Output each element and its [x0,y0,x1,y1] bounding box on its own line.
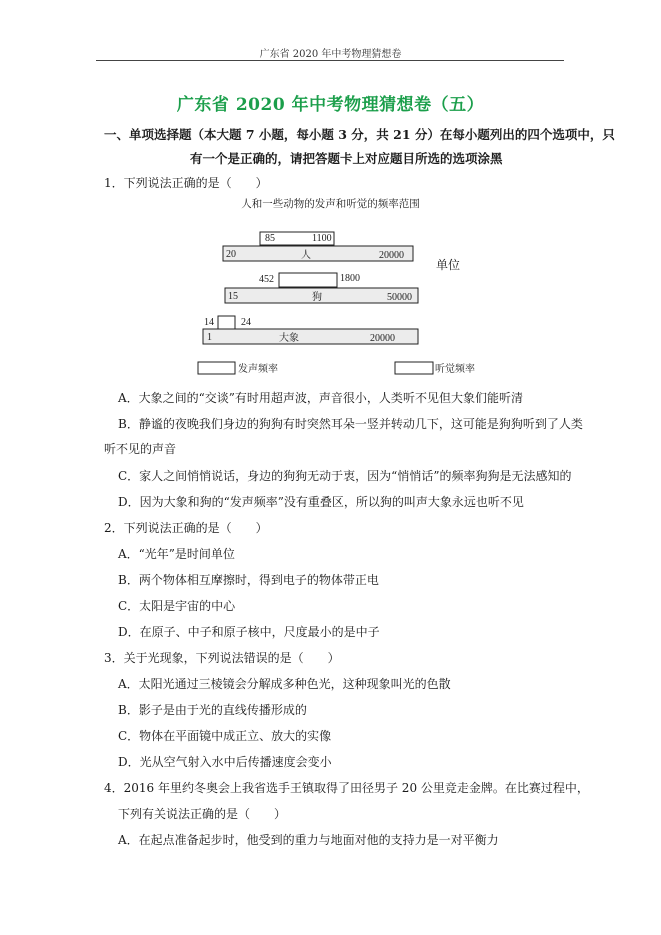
dog-sound-bar [279,273,337,287]
question-4-stem-cont: 下列有关说法正确的是（ ） [118,807,287,821]
question-4-stem: 4．2016 年里约冬奥会上我省选手王镇取得了田径男子 20 公里竞走金牌。在比赛过程中， [104,781,589,795]
human-sound-min: 85 [265,233,275,244]
elephant-sound-bar [218,316,235,329]
page-header: 广东省 2020 年中考物理猜想卷 [259,49,402,60]
question-2-stem: 2．下列说法正确的是（ ） [104,521,268,535]
question-3-option-c: C．物体在平面镜中成正立、放大的实像 [118,729,332,743]
dog-label: 狗 [312,292,322,303]
figure-unit-label: 单位 [436,258,461,272]
question-1-option-b-cont: 听不见的声音 [104,442,177,456]
legend-hearing-label: 听觉频率 [435,364,475,375]
figure-title: 人和一些动物的发声和听觉的频率范围 [241,198,420,210]
dog-hearing-max: 50000 [387,292,412,303]
dog-sound-min: 452 [259,274,274,285]
dog-hearing-min: 15 [228,291,238,302]
exam-title: 广东省 2020 年中考物理猜想卷（五） [176,95,485,115]
section-instruction-line2: 有一个是正确的，请把答题卡上对应题目所选的选项涂黑 [190,151,503,166]
dog-sound-max: 1800 [340,273,360,284]
elephant-sound-max: 24 [241,317,251,328]
human-sound-max: 1100 [312,233,332,244]
elephant-hearing-min: 1 [207,332,212,343]
frequency-range-figure [190,225,490,375]
question-3-stem: 3．关于光现象，下列说法错误的是（ ） [104,651,340,665]
human-label: 人 [301,250,311,261]
legend-sound-swatch [198,362,235,374]
question-2-option-d: D．在原子、中子和原子核中，尺度最小的是中子 [118,625,380,639]
question-2-option-a: A．“光年”是时间单位 [118,547,235,561]
human-hearing-min: 20 [226,249,236,260]
legend-hearing-swatch [395,362,433,374]
question-4-option-a: A．在起点准备起步时，他受到的重力与地面对他的支持力是一对平衡力 [118,833,499,847]
question-1-stem: 1．下列说法正确的是（ ） [104,176,268,190]
question-1-option-d: D．因为大象和狗的“发声频率”没有重叠区，所以狗的叫声大象永远也听不见 [118,495,524,509]
question-1-option-a: A．大象之间的“交谈”有时用超声波，声音很小，人类听不见但大象们能听清 [118,391,523,405]
section-instruction-line1: 一、单项选择题（本大题 7 小题，每小题 3 分，共 21 分）在每小题列出的四个选项中，只 [104,127,615,142]
header-divider [96,60,564,61]
elephant-hearing-max: 20000 [370,333,395,344]
legend-sound-label: 发声频率 [238,364,278,375]
elephant-sound-min: 14 [204,317,214,328]
question-3-option-b: B．影子是由于光的直线传播形成的 [118,703,307,717]
question-3-option-a: A．太阳光通过三棱镜会分解成多种色光，这种现象叫光的色散 [118,677,451,691]
elephant-label: 大象 [279,333,299,344]
human-hearing-max: 20000 [379,250,404,261]
question-3-option-d: D．光从空气射入水中后传播速度会变小 [118,755,332,769]
question-2-option-b: B．两个物体相互摩擦时，得到电子的物体带正电 [118,573,379,587]
question-2-option-c: C．太阳是宇宙的中心 [118,599,236,613]
question-1-option-b: B．静谧的夜晚我们身边的狗狗有时突然耳朵一竖并转动几下，这可能是狗狗听到了人类 [118,417,583,431]
question-1-option-c: C．家人之间悄悄说话，身边的狗狗无动于衷，因为“悄悄话”的频率狗狗是无法感知的 [118,469,572,483]
